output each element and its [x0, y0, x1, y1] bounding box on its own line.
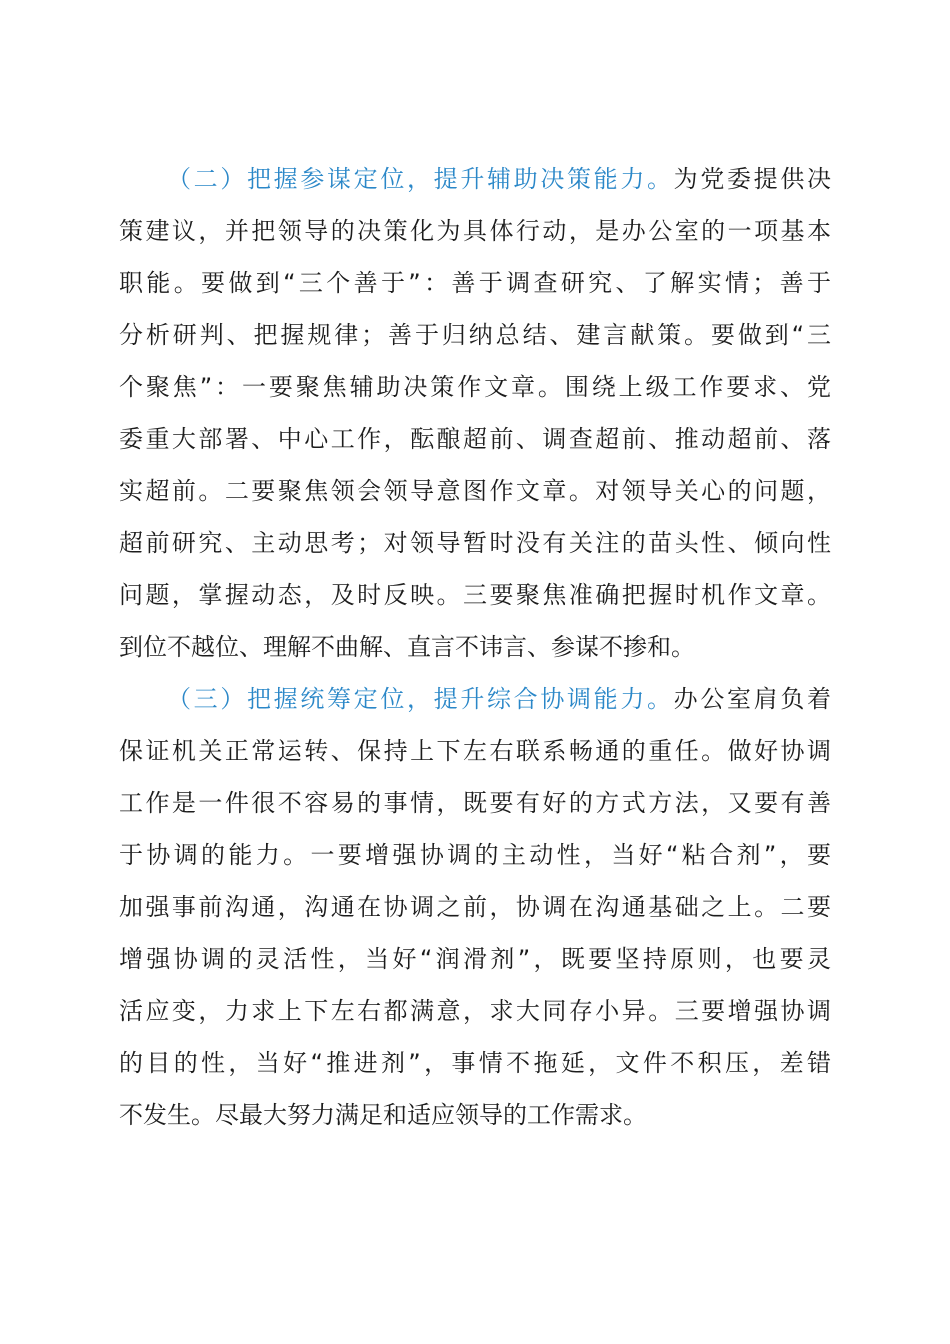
section-3-line-2: 保证机关正常运转、保持上下左右联系畅通的重任。做好协调: [119, 737, 831, 765]
section-2-line-1: 为党委提供决: [673, 165, 832, 193]
section-3-line-4: 于协调的能力。一要增强协调的主动性，当好“粘合剂”，要: [119, 841, 831, 869]
section-2-line-2: 策建议，并把领导的决策化为具体行动，是办公室的一项基本: [119, 217, 831, 245]
section-3-line-9: 不发生。尽最大努力满足和适应领导的工作需求。: [119, 1101, 647, 1129]
section-3-heading: （三）把握统筹定位，提升综合协调能力。: [167, 685, 674, 713]
section-2-line-9: 问题，掌握动态，及时反映。三要聚焦准确把握时机作文章。: [119, 581, 831, 609]
section-2-first-line: [167, 162, 831, 196]
section-2-line-3: 职能。要做到“三个善于”：善于调查研究、了解实情；善于: [119, 269, 831, 297]
section-2-line-8: 超前研究、主动思考；对领导暂时没有关注的苗头性、倾向性: [119, 529, 831, 557]
section-3-line-3: 工作是一件很不容易的事情，既要有好的方式方法，又要有善: [119, 789, 831, 817]
section-2-heading: （二）把握参谋定位，提升辅助决策能力。: [167, 165, 674, 193]
section-3-line-8: 的目的性，当好“推进剂”，事情不拖延，文件不积压，差错: [119, 1049, 831, 1077]
section-3-first-line: [167, 682, 831, 716]
section-2-line-6: 委重大部署、中心工作，酝酿超前、调查超前、推动超前、落: [119, 425, 831, 453]
section-3-line-5: 加强事前沟通，沟通在协调之前，协调在沟通基础之上。二要: [119, 893, 831, 921]
section-2-line-5: 个聚焦”：一要聚焦辅助决策作文章。围绕上级工作要求、党: [119, 373, 831, 401]
section-3-line-6: 增强协调的灵活性，当好“润滑剂”，既要坚持原则，也要灵: [119, 945, 831, 973]
section-2-line-4: 分析研判、把握规律；善于归纳总结、建言献策。要做到“三: [119, 321, 831, 349]
section-2-line-10: 到位不越位、理解不曲解、直言不讳言、参谋不掺和。: [119, 633, 695, 661]
section-3-line-1: 办公室肩负着: [673, 685, 832, 713]
section-3-line-7: 活应变，力求上下左右都满意，求大同存小异。三要增强协调: [119, 997, 831, 1025]
section-2-line-7: 实超前。二要聚焦领会领导意图作文章。对领导关心的问题，: [119, 477, 831, 505]
